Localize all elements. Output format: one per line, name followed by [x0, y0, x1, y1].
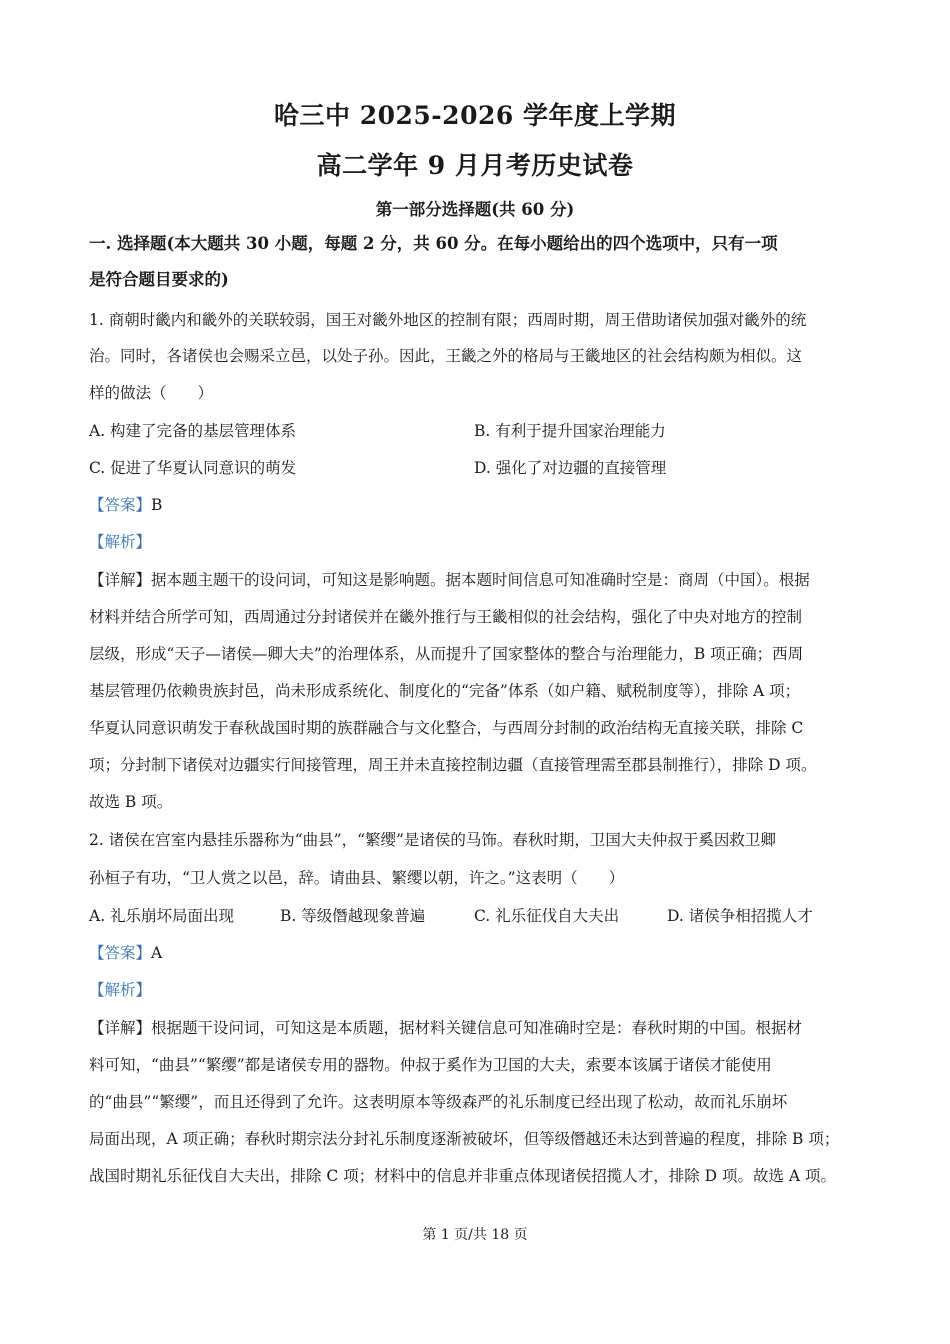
analysis-tag: 【解析】	[89, 981, 152, 999]
detail-text: 根据题干设问词，可知这是本质题，据材料关键信息可知准确时空是：春秋时期的中国。根据材	[151, 1019, 803, 1037]
q2-detail-line: 的“曲县”“繁缨”，而且还得到了允许。这表明原本等级森严的礼乐制度已经出现了松动，故而礼乐崩坏	[89, 1093, 788, 1111]
q1-answer	[89, 494, 879, 516]
exam-title-line1: 哈三中 2025-2026 学年度上学期	[274, 101, 676, 130]
q1-option-b: B. 有利于提升国家治理能力	[474, 422, 666, 440]
q1-option-c: C. 促进了华夏认同意识的萌发	[89, 459, 297, 477]
section-heading-line2: 是符合题目要求的)	[89, 270, 229, 289]
page-number-footer: 第 1 页/共 18 页	[422, 1227, 528, 1243]
q1-option-d: D. 强化了对边疆的直接管理	[474, 459, 667, 477]
q1-detail-line: 项；分封制下诸侯对边疆实行间接管理，周王并未直接控制边疆（直接管理需至郡县制推行），排除 D 项。	[89, 756, 817, 774]
q2-detail-line: 战国时期礼乐征伐自大夫出，排除 C 项；材料中的信息并非重点体现诸侯招揽人才，排除 D 项。故选 A 项。	[89, 1167, 837, 1185]
detail-tag: 【详解】	[89, 571, 152, 589]
answer-tag: 【答案】	[89, 496, 152, 514]
q1-detail-line: 华夏认同意识萌发于春秋战国时期的族群融合与文化整合，与西周分封制的政治结构无直接关联，排除 C	[89, 719, 804, 737]
q1-detail-line	[89, 569, 879, 591]
q1-stem-line: 样的做法（ ）	[89, 384, 214, 402]
q2-option-b: B. 等级僭越现象普遍	[280, 907, 426, 925]
q2-analysis-heading	[89, 979, 879, 1001]
exam-title-line2: 高二学年 9 月月考历史试卷	[316, 151, 634, 180]
q2-stem-line: 孙桓子有功，“卫人赏之以邑，辞。请曲县、繁缨以朝，许之。”这表明（ ）	[89, 869, 625, 887]
q2-stem-line: 2. 诸侯在宫室内悬挂乐器称为“曲县”，“繁缨”是诸侯的马饰。春秋时期，卫国大夫仲叔于奚因救卫卿	[89, 831, 776, 849]
answer-tag: 【答案】	[89, 944, 152, 962]
q1-detail-line: 基层管理仍依赖贵族封邑，尚未形成系统化、制度化的“完备”体系（如户籍、赋税制度等），排除 A 项；	[89, 682, 801, 700]
detail-tag: 【详解】	[89, 1019, 152, 1037]
q1-detail-line: 层级，形成“天子—诸侯—卿大夫”的治理体系，从而提升了国家整体的整合与治理能力，B 项正确；西周	[89, 645, 804, 663]
q1-option-a: A. 构建了完备的基层管理体系	[89, 422, 297, 440]
q1-analysis-heading	[89, 531, 879, 553]
q2-detail-line: 局面出现，A 项正确；春秋时期宗法分封礼乐制度逐渐被破坏，但等级僭越还未达到普遍的程度，排除 B 项；	[89, 1130, 840, 1148]
answer-value: B	[151, 496, 163, 514]
part-title: 第一部分选择题(共 60 分)	[375, 200, 575, 219]
section-heading-line1: 一. 选择题(本大题共 30 小题，每题 2 分，共 60 分。在每小题给出的四个选项中，只有一项	[89, 234, 778, 253]
q2-option-a: A. 礼乐崩坏局面出现	[89, 907, 235, 925]
q2-detail-line	[89, 1017, 879, 1039]
q1-stem-line: 1. 商朝时畿内和畿外的关联较弱，国王对畿外地区的控制有限；西周时期，周王借助诸侯加强对畿外的统	[89, 311, 807, 329]
q1-detail-line: 材料并结合所学可知，西周通过分封诸侯并在畿外推行与王畿相似的社会结构，强化了中央对地方的控制	[89, 608, 803, 626]
q2-option-d: D. 诸侯争相招揽人才	[667, 907, 813, 925]
q1-stem-line: 治。同时，各诸侯也会赐采立邑，以处子孙。因此，王畿之外的格局与王畿地区的社会结构颇为相似。这	[89, 347, 803, 365]
q2-option-c: C. 礼乐征伐自大夫出	[474, 907, 620, 925]
q1-detail-line: 故选 B 项。	[89, 793, 173, 811]
analysis-tag: 【解析】	[89, 533, 152, 551]
answer-value: A	[151, 944, 163, 962]
q2-answer	[89, 942, 879, 964]
q2-detail-line: 料可知，“曲县”“繁缨”都是诸侯专用的器物。仲叔于奚作为卫国的大夫，索要本该属于诸侯才能使用	[89, 1056, 772, 1074]
detail-text: 据本题主题干的设问词，可知这是影响题。据本题时间信息可知准确时空是：商周（中国）。根据	[151, 571, 810, 589]
